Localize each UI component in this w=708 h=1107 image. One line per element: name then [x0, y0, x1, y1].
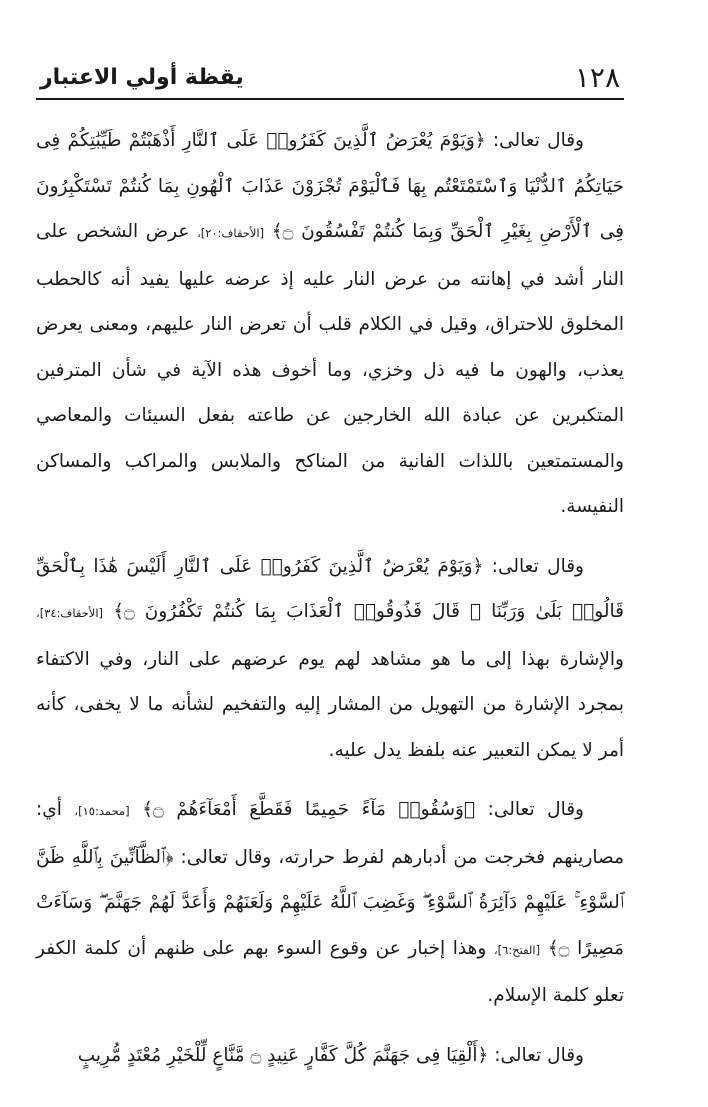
paragraph-2: [36, 544, 624, 774]
paragraph-intro: وقال تعالى:: [485, 130, 584, 151]
quran-verse: ﴿وَسُقُوا۟ مَآءً حَمِيمًا فَقَطَّعَ أَمْعَآءَهُمْ ۝﴾: [142, 799, 476, 820]
page-header: [36, 60, 624, 96]
paragraph-intro: وقال تعالى:: [475, 799, 584, 820]
paragraph-3: [36, 787, 624, 1019]
paragraph-text-2: وهذا إخبار عن وقوع السوء بهم على ظنهم أن كلمة الكفر تعلو كلمة الإسلام.: [36, 937, 624, 1006]
quran-verse: ﴿وَيَوْمَ يُعْرَضُ ٱلَّذِينَ كَفَرُوا۟ عَلَى ٱلنَّارِ أَذْهَبْتُمْ طَيِّبَٰتِكُمْ فِى حَيَاتِكُمُ ٱلدُّنْيَا وَٱسْتَمْتَعْتُم بِهَا فَٱلْيَوْمَ تُجْزَوْنَ عَذَابَ ٱلْهُونِ بِمَا كُنتُمْ تَسْتَكْبِرُونَ فِى ٱلْأَرْضِ بِغَيْرِ ٱلْحَقِّ وَبِمَا كُنتُمْ تَفْسُقُونَ ۝﴾: [36, 130, 624, 242]
quran-verse: ﴿أَلْقِيَا فِى جَهَنَّمَ كُلَّ كَفَّارٍ عَنِيدٍ ۝ مَّنَّاعٍ لِّلْخَيْرِ مُعْتَدٍ مُّرِيبٍ: [77, 1044, 489, 1066]
paragraph-text: عرض الشخص على النار أشد في إهانته من عرض النار عليه إذ عرضه عليها يفيد أنه كالحطب المخلوق للاحتراق، وقيل في الكلام قلب أن تعرض النار عليهم، ومعنى يعرض يعذب، والهون ما فيه ذل وخزي، وما أخوف هذه الآية في شأن المترفين المتكبرين عن عبادة الله الخارجين عن طاعته بفعل السيئات والمعاصي والمستمتعين باللذات الفانية من المناكح والملابس والمراكب والمساكن النفيسة.: [36, 221, 624, 517]
verse-reference: [الأحقاف:٢٠]،: [197, 226, 265, 240]
paragraph-intro: وقال تعالى:: [483, 555, 584, 577]
paragraph-1: [36, 118, 624, 530]
paragraph-intro: وقال تعالى:: [488, 1044, 584, 1066]
quran-verse-2: ﴿ٱلظَّآنِّينَ بِٱللَّهِ ظَنَّ ٱلسَّوْءِ ۚ عَلَيْهِمْ دَآئِرَةُ ٱلسَّوْءِ ۖ وَغَضِبَ ٱللَّهُ عَلَيْهِمْ وَلَعَنَهُمْ وَأَعَدَّ لَهُمْ جَهَنَّمَ ۖ وَسَآءَتْ مَصِيرًا ۝﴾: [36, 846, 624, 959]
paragraph-text: والإشارة بهذا إلى ما هو مشاهد لهم يوم عرضهم على النار، وفي الاكتفاء بمجرد الإشارة من التهويل من المشار إليه والتفخيم لشأنه ما لا يخفى، كأنه أمر لا يمكن التعبير عنه بلفظ يدل عليه.: [36, 648, 624, 761]
page-body: [36, 118, 624, 1078]
header-divider: [36, 98, 624, 100]
book-title: يقظة أولي الاعتبار: [40, 65, 244, 90]
verse-reference: [الأحقاف:٣٤]،: [36, 606, 104, 620]
quran-verse: ﴿وَيَوْمَ يُعْرَضُ ٱلَّذِينَ كَفَرُوا۟ عَلَى ٱلنَّارِ أَلَيْسَ هَٰذَا بِٱلْحَقِّ قَالُوا۟ بَلَىٰ وَرَبِّنَا ۚ قَالَ فَذُوقُوا۟ ٱلْعَذَابَ بِمَا كُنتُمْ تَكْفُرُونَ ۝﴾: [36, 555, 624, 622]
verse-reference-2: [الفتح:٦]،: [493, 942, 541, 957]
paragraph-4: [36, 1033, 624, 1079]
page-number: ١٢٨: [574, 61, 620, 94]
paragraph-text: أي: مصارينهم فخرجت من أدبارهم لفرط حرارته، وقال تعالى:: [36, 799, 624, 868]
verse-reference: [محمد:١٥]،: [74, 804, 130, 818]
